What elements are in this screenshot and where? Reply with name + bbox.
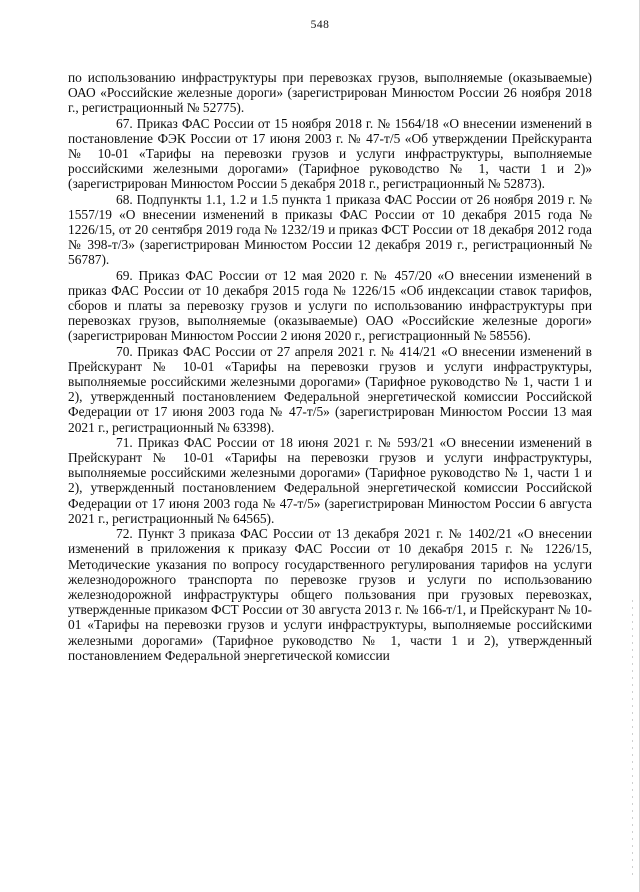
scan-edge-artifact [632, 600, 633, 880]
paragraph-continuation: по использованию инфраструктуры при перевозках грузов, выполняемые (оказываемые) ОАО «Российские железные дороги» (зарегистрирован Минюстом России 26 ноября 2018 г., регистрационный № 52775). [68, 70, 592, 116]
paragraph-item-67: 67. Приказ ФАС России от 15 ноября 2018 г. № 1564/18 «О внесении изменений в постановление ФЭК России от 17 июня 2003 г. № 47-т/5 «Об утверждении Прейскуранта № 10-01 «Тарифы на перевозки грузов и услуги инфраструктуры, выполняемые российскими железными дорогами» (Тарифное руководство № 1, части 1 и 2)» (зарегистрирован Минюстом России 5 декабря 2018 г., регистрационный № 52873). [68, 115, 592, 192]
page-number: 548 [310, 19, 330, 31]
paragraph-item-71: 71. Приказ ФАС России от 18 июня 2021 г. № 593/21 «О внесении изменений в Прейскурант № 10-01 «Тарифы на перевозки грузов и услуги инфраструктуры, выполняемые российскими железными дорогами» (Тарифное руководство № 1, части 1 и 2), утвержденный постановлением Федеральной энергетической комиссии Российской Федерации от 17 июня 2003 года № 47-т/5» (зарегистрирован Минюстом России 6 августа 2021 г., регистрационный № 64565). [68, 434, 592, 526]
paragraph-item-70: 70. Приказ ФАС России от 27 апреля 2021 г. № 414/21 «О внесении изменений в Прейскурант № 10-01 «Тарифы на перевозки грузов и услуги инфраструктуры, выполняемые российскими железными дорогами» (Тарифное руководство № 1, части 1 и 2), утвержденный постановлением Федеральной энергетической комиссии Российской Федерации от 17 июня 2003 года № 47-т/5» (зарегистрирован Минюстом России 13 мая 2021 г., регистрационный № 63398). [68, 343, 592, 435]
paragraph-item-69: 69. Приказ ФАС России от 12 мая 2020 г. № 457/20 «О внесении изменений в приказ ФАС России от 10 декабря 2015 года № 1226/15 «Об индексации ставок тарифов, сборов и платы за перевозку грузов и услуги по использованию инфраструктуры при перевозках грузов, выполняемые (оказываемые) ОАО «Российские железные дороги» (зарегистрирован Минюстом России 2 июня 2020 г., регистрационный № 58556). [68, 267, 592, 344]
paragraph-item-72: 72. Пункт 3 приказа ФАС России от 13 декабря 2021 г. № 1402/21 «О внесении изменений в приложения к приказу ФАС России от 10 декабря 2015 г. № 1226/15, Методические указания по вопросу государственного регулирования тарифов на услуги железнодорожного транспорта по перевозке грузов и услуги по использованию железнодорожной инфраструктуры общего пользования при грузовых перевозках, утвержденные приказом ФСТ России от 30 августа 2013 г. № 166-т/1, и Прейскурант № 10-01 «Тарифы на перевозки грузов и услуги инфраструктуры, выполняемые российскими железными дорогами» (Тарифное руководство № 1, части 1 и 2), утвержденный постановлением Федеральной энергетической комиссии [68, 526, 592, 663]
paragraph-item-68: 68. Подпункты 1.1, 1.2 и 1.5 пункта 1 приказа ФАС России от 26 ноября 2019 г. № 1557/19 «О внесении изменений в приказы ФАС России от 10 декабря 2015 года № 1226/15, от 20 сентября 2019 года № 1232/19 и приказ ФСТ России от 18 декабря 2012 года № 398-т/3» (зарегистрирован Минюстом России 12 декабря 2019 г., регистрационный № 56787). [68, 191, 592, 268]
document-body [68, 70, 592, 663]
